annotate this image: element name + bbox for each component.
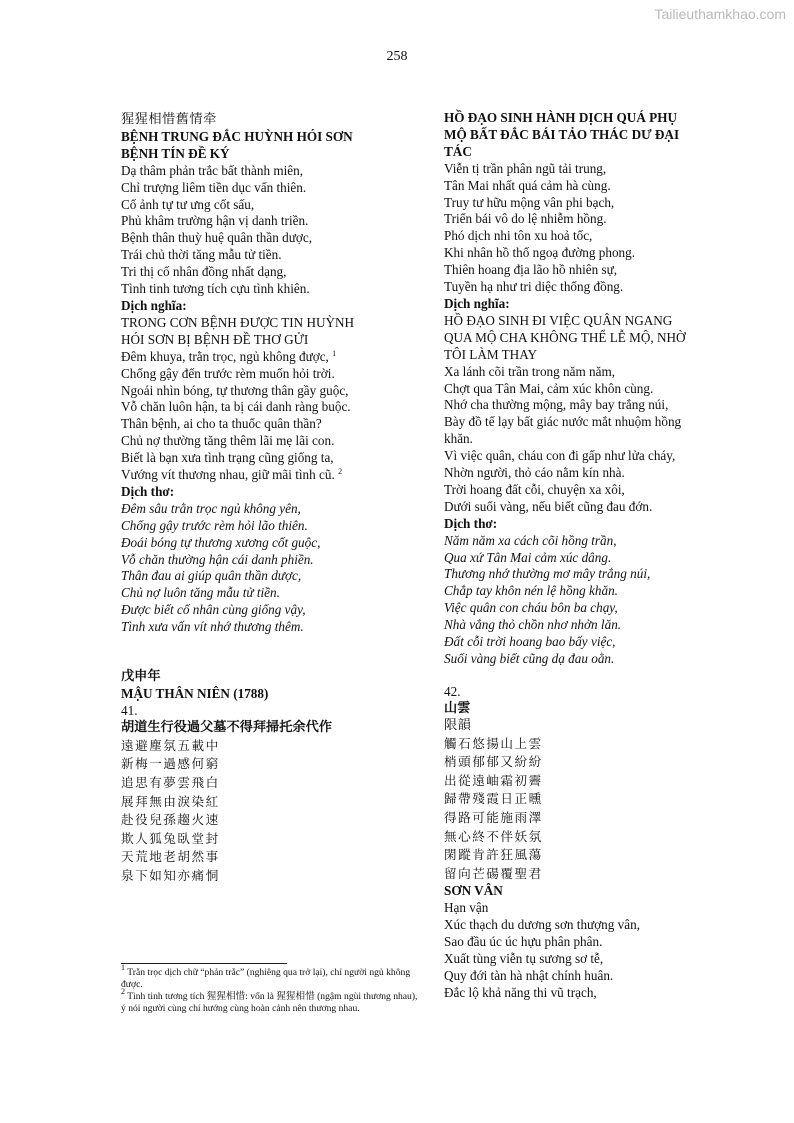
han-poem-line: 欺人狐兔臥堂封 bbox=[121, 830, 220, 846]
translation-line: khăn. bbox=[444, 431, 473, 447]
poem-42-han-title: 山雲 bbox=[444, 700, 471, 716]
right-column bbox=[444, 110, 734, 1002]
transliteration-poem bbox=[444, 161, 734, 296]
left-column bbox=[121, 112, 421, 885]
page-number: 258 bbox=[386, 49, 408, 64]
translation-line: Vì việc quân, cháu con đi gấp như lửa cháy, bbox=[444, 448, 676, 464]
poem-line: Xúc thạch du dương sơn thượng vân, bbox=[444, 917, 641, 933]
verse-line: Qua xứ Tân Mai cảm xúc dâng. bbox=[444, 549, 612, 565]
poem-title-line-3: TÁC bbox=[444, 143, 472, 159]
verse-line: Việc quân con cháu bôn ba chạy, bbox=[444, 600, 618, 616]
poem-number: 42. bbox=[444, 683, 461, 699]
poem-line: Quy đới tàn hà nhật chính huân. bbox=[444, 967, 614, 983]
han-poem-line: 遠避塵氛五載中 bbox=[121, 737, 220, 753]
verse-line: Chắp tay khôn nén lệ hồng khăn. bbox=[444, 583, 618, 599]
literal-translation bbox=[121, 349, 421, 484]
footnote-ref[interactable]: 2 bbox=[338, 467, 343, 477]
han-poem-line: 新梅一過感何窮 bbox=[121, 756, 220, 772]
verse-line: Năm năm xa cách cõi hồng trần, bbox=[444, 532, 617, 548]
footnote-2: $^2$ Tình tinh tương tích 猩猩相惜: vốn là 猩猩相惜 (ngậm ngùi thương nhau), ý nói người cùng chí hướng cùng hoàn cảnh nên thương nhau. bbox=[121, 987, 418, 1014]
watermark: Tailieuthamkhao.com bbox=[654, 6, 786, 22]
translation-line: Nhờn người, thỏ cáo nằm kín nhà. bbox=[444, 465, 625, 481]
verse-line: Được biết cố nhân cùng giống vậy, bbox=[121, 602, 306, 618]
dich-nghia-title-2: HÓI SƠN BỊ BỆNH ĐỀ THƠ GỬI bbox=[121, 331, 309, 347]
verse-line: Đêm sâu trằn trọc ngủ không yên, bbox=[121, 500, 301, 516]
han-poem-line: 觸石悠揚山上雲 bbox=[444, 735, 543, 751]
poem-title-line-2: MỘ BẤT ĐẮC BÁI TẢO THÁC DƯ ĐẠI bbox=[444, 126, 680, 142]
translation-line: Xa lánh cõi trần trong năm năm, bbox=[444, 363, 616, 379]
translation-line: Vướng vít thương nhau, giữ mãi tình cũ. $^2$ bbox=[121, 467, 343, 483]
poem-line: Dạ thâm phản trắc bất thành miên, bbox=[121, 162, 303, 178]
poem-line: Phó dịch nhi tôn xu hoả tốc, bbox=[444, 228, 593, 244]
poem-line: Thiên hoang địa lão hồ nhiên sự, bbox=[444, 262, 618, 278]
translation-line: Đêm khuya, trằn trọc, ngủ không được, $^1$ bbox=[121, 348, 337, 364]
verse-line: Chủ nợ luôn tăng mẫu tử tiền. bbox=[121, 585, 280, 601]
poem-number: 41. bbox=[121, 702, 138, 718]
translation-line: Bày đồ tế lạy bất giác nước mắt nhuộm hồng bbox=[444, 414, 682, 430]
dich-nghia-label: Dịch nghĩa: bbox=[121, 297, 187, 313]
footnote-divider bbox=[121, 963, 287, 964]
poem-line: Sao đầu úc úc hựu phân phân. bbox=[444, 934, 603, 950]
han-header-line: 猩猩相惜舊情牵 bbox=[121, 112, 217, 127]
translation-line: Nhớ cha thường mộng, mây bay trắng núi, bbox=[444, 397, 669, 413]
poem-line: Cố ảnh tự tư ưng cốt sấu, bbox=[121, 196, 255, 212]
translation-line: Chống gậy đến trước rèm muốn hỏi trời. bbox=[121, 365, 335, 381]
poem-line: Bệnh thân thuỳ huệ quân thần dược, bbox=[121, 230, 313, 246]
poem-42-transliteration bbox=[444, 917, 734, 1002]
poem-title-line-1: BỆNH TRUNG ĐẮC HUỲNH HÓI SƠN bbox=[121, 128, 353, 144]
translation-line: Ngoái nhìn bóng, tự thương thân gầy guộc, bbox=[121, 382, 349, 398]
poem-line: Trái chủ thời tăng mẫu tử tiền. bbox=[121, 247, 282, 263]
poem-42-title: SƠN VÂN bbox=[444, 883, 503, 899]
footnote-ref[interactable]: 1 bbox=[332, 348, 337, 358]
verse-line: Đoái bóng tự thương xương cốt guộc, bbox=[121, 534, 321, 550]
poem-title-line-1: HỒ ĐẠO SINH HÀNH DỊCH QUÁ PHỤ bbox=[444, 110, 677, 125]
poem-42-subtitle: Hạn vận bbox=[444, 900, 489, 916]
dich-nghia-title-3: TÔI LÀM THAY bbox=[444, 346, 538, 362]
translation-line: Dưới suối vàng, nếu biết cũng đau đớn. bbox=[444, 498, 653, 514]
han-poem-line: 得路可能施雨澤 bbox=[444, 810, 543, 825]
translation-line: Vỗ chăn luôn hận, ta bị cái danh ràng buộc. bbox=[121, 399, 351, 415]
han-poem-line: 閑蹤肯許狂風蕩 bbox=[444, 847, 543, 863]
poem-41-han bbox=[121, 737, 421, 886]
han-poem-line: 留向芒碭覆聖君 bbox=[444, 865, 543, 881]
poem-line: Khi nhân hồ thố ngoạ đường phong. bbox=[444, 245, 636, 261]
dich-tho-label: Dịch thơ: bbox=[444, 515, 498, 531]
year-title: MẬU THÂN NIÊN (1788) bbox=[121, 686, 269, 701]
verse-line: Chống gậy trước rèm hỏi lão thiên. bbox=[121, 517, 308, 533]
han-poem-line: 出從遠岫霜初霽 bbox=[444, 772, 543, 788]
translation-line: Trời hoang đất cỗi, chuyện xa xôi, bbox=[444, 481, 625, 497]
han-poem-line: 赴役兒孫趨火速 bbox=[121, 812, 220, 828]
verse-line: Vỗ chăn thường hận cái danh phiền. bbox=[121, 551, 314, 567]
han-poem-line: 展拜無由淚染紅 bbox=[121, 793, 220, 809]
year-han: 戊申年 bbox=[121, 669, 161, 685]
footnotes bbox=[121, 963, 421, 1015]
poem-line: Truy tư hữu mộng vân phi bạch, bbox=[444, 194, 615, 210]
poem-line: Xuất tùng viễn tụ sương sơ tễ, bbox=[444, 951, 604, 966]
verse-line: Tình xưa vấn vít nhớ thương thêm. bbox=[121, 619, 304, 635]
dich-nghia-title-1: TRONG CƠN BỆNH ĐƯỢC TIN HUỲNH bbox=[121, 314, 355, 330]
dich-nghia-title-1: HỒ ĐẠO SINH ĐI VIỆC QUÂN NGANG bbox=[444, 312, 673, 328]
poem-line: Phủ khâm trường hận vị danh triền. bbox=[121, 213, 309, 229]
verse-line: Thân đau ai giúp quân thần dược, bbox=[121, 568, 302, 584]
transliteration-poem bbox=[121, 163, 421, 298]
verse-translation bbox=[444, 533, 734, 668]
verse-line: Nhà vắng thỏ chồn nhơ nhởn lăn. bbox=[444, 617, 622, 633]
poem-41-han-title: 胡道生行役過父墓不得拜掃托余代作 bbox=[121, 719, 332, 735]
poem-line: Tình tinh tương tích cựu tình khiên. bbox=[121, 281, 310, 297]
poem-title-line-2: BỆNH TÍN ĐỀ KÝ bbox=[121, 145, 230, 161]
han-poem-line: 追思有夢雲飛白 bbox=[121, 774, 220, 790]
dich-nghia-label: Dịch nghĩa: bbox=[444, 295, 510, 311]
translation-line: Chủ nợ thường tăng thêm lãi mẹ lãi con. bbox=[121, 433, 335, 449]
poem-line: Triển bái vô do lệ nhiễm hồng. bbox=[444, 211, 607, 227]
poem-line: Đắc lộ khả năng thi vũ trạch, bbox=[444, 984, 597, 1000]
poem-42-han-subtitle: 限韻 bbox=[444, 717, 472, 733]
han-poem-line: 梢頭郁郁又紛紛 bbox=[444, 754, 543, 770]
poem-line: Viễn tị trần phân ngũ tải trung, bbox=[444, 160, 607, 176]
verse-line: Thương nhớ thường mơ mây trắng núi, bbox=[444, 566, 651, 582]
poem-line: Tân Mai nhất quá cảm hà cùng. bbox=[444, 177, 611, 193]
poem-line: Chỉ trượng liêm tiền dục vấn thiên. bbox=[121, 179, 307, 195]
han-poem-line: 歸帶殘霞日正曛 bbox=[444, 791, 543, 807]
han-poem-line: 泉下如知亦痛恫 bbox=[121, 867, 220, 883]
han-poem-line: 天荒地老胡然事 bbox=[121, 849, 220, 865]
translation-line: Biết là bạn xưa tình trạng cũng giống ta, bbox=[121, 450, 334, 466]
poem-line: Tuyền hạ như tri diệc thống đồng. bbox=[444, 279, 624, 295]
translation-line: Chợt qua Tân Mai, cảm xúc khôn cùng. bbox=[444, 380, 654, 396]
dich-nghia-title-2: QUA MỘ CHA KHÔNG THỂ LỄ MỘ, NHỜ bbox=[444, 329, 686, 345]
translation-line: Thân bệnh, ai cho ta thuốc quân thần? bbox=[121, 416, 322, 432]
verse-line: Đất cỗi trời hoang bao bấy việc, bbox=[444, 634, 616, 650]
poem-line: Tri thị cố nhân đồng nhất dạng, bbox=[121, 264, 287, 280]
footnote-1: $^1$ Trằn trọc dịch chữ “phản trắc” (nghiêng qua trở lại), chỉ người ngủ không được. bbox=[121, 963, 411, 990]
han-poem-line: 無心終不伴妖氛 bbox=[444, 828, 543, 844]
dich-tho-label: Dịch thơ: bbox=[121, 483, 175, 499]
literal-translation bbox=[444, 364, 734, 516]
verse-translation bbox=[121, 501, 421, 636]
poem-42-han bbox=[444, 735, 734, 884]
verse-line: Suối vàng biết cũng dạ đau oằn. bbox=[444, 651, 615, 666]
